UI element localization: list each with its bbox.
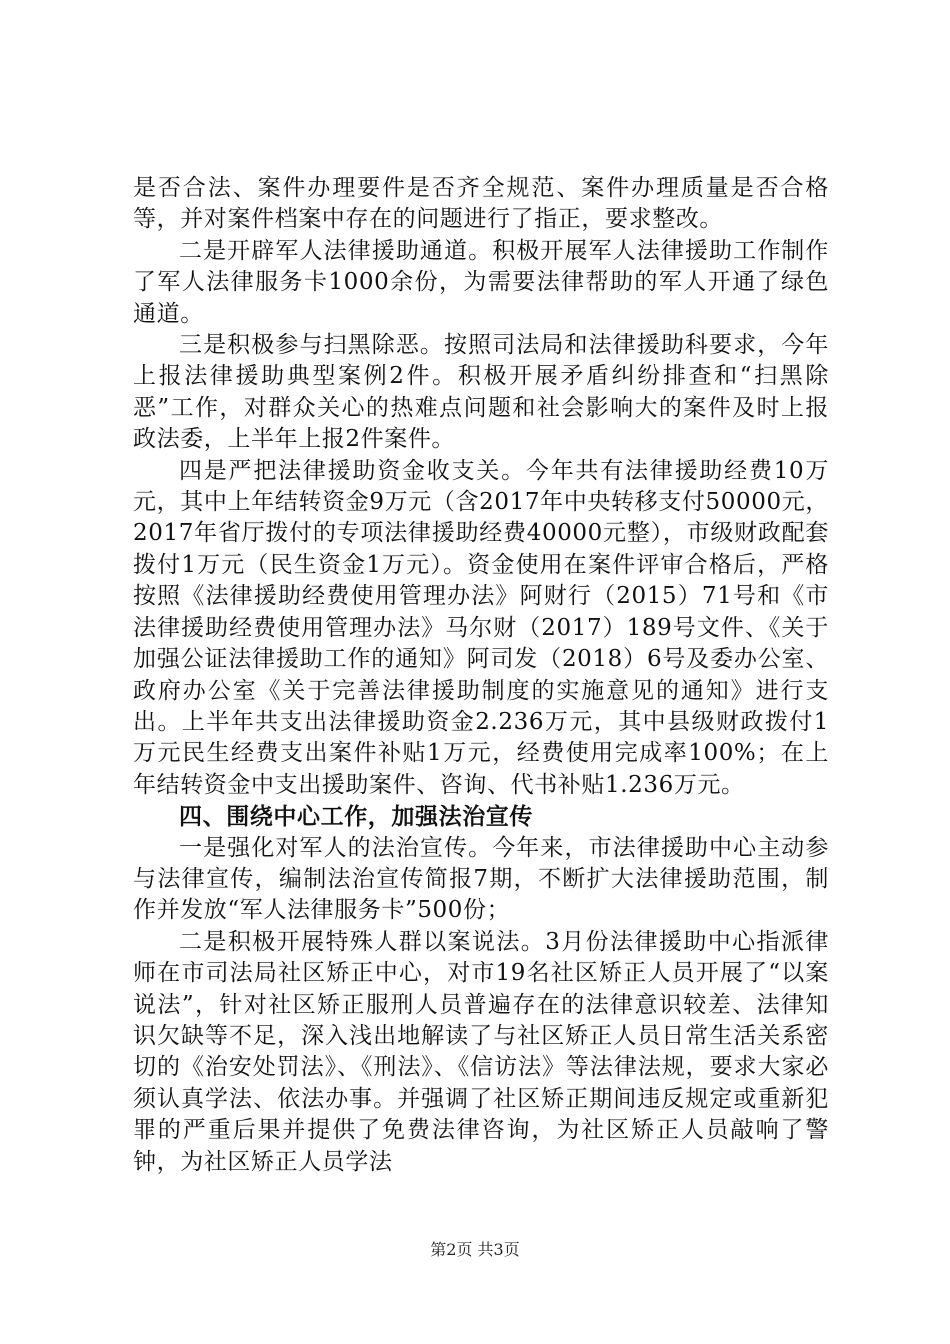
paragraph-special-groups: 二是积极开展特殊人群以案说法。3月份法律援助中心指派律师在市司法局社区矫正中心，对市19名社区矫正人员开展了“以案说法”，针对社区矫正服刑人员普遍存在的法律意识较差、法律知识欠缺等不足，深入浅出地解读了与社区矫正人员日常生活关系密切的《治安处罚法》、《刑法》、《信访法》等法律法规，要求大家必须认真学法、依法办事。并强调了社区矫正期间违反规定或重新犯罪的严重后果并提供了免费法律咨询，为社区矫正人员敲响了警钟，为社区矫正人员学法 — [133, 928, 829, 1175]
paragraph-funds-management: 四是严把法律援助资金收支关。今年共有法律援助经费10万元，其中上年结转资金9万元（含2017年中央转移支付50000元，2017年省厅拨付的专项法律援助经费40000元整），市级财政配套拨付1万元（民生资金1万元）。资金使用在案件评审合格后，严格按照《法律援助经费使用管理办法》阿财行（2015）71号和《市法律援助经费使用管理办法》马尔财（2017）189号文件、《关于加强公证法律援助工作的通知》阿司发（2018）6号及委办公室、政府办公室《关于完善法律援助制度的实施意见的通知》进行支出。上半年共支出法律援助资金2.236万元，其中县级财政拨付1万元民生经费支出案件补贴1万元，经费使用完成率100%；在上年结转资金中支出援助案件、咨询、代书补贴1.236万元。 — [133, 457, 829, 798]
section-heading: 四、围绕中心工作，加强法治宣传 — [179, 803, 533, 831]
paragraph-continuation: 是否合法、案件办理要件是否齐全规范、案件办理质量是否合格等，并对案件档案中存在的问题进行了指正，要求整改。 — [133, 175, 829, 233]
paragraph-anti-crime: 三是积极参与扫黑除恶。按照司法局和法律援助科要求，今年上报法律援助典型案例2件。积极开展矛盾纠纷排查和“扫黑除恶”工作，对群众关心的热难点问题和社会影响大的案件及时上报政法委，上半年上报2件案件。 — [133, 332, 829, 453]
paragraph-military-publicity: 一是强化对军人的法治宣传。今年来，市法律援助中心主动参与法律宣传，编制法治宣传简报7期，不断扩大法律援助范围，制作并发放“军人法律服务卡”500份； — [133, 834, 829, 924]
paragraph-military-legal-aid: 二是开辟军人法律援助通道。积极开展军人法律援助工作制作了军人法律服务卡1000余份，为需要法律帮助的军人开通了绿色通道。 — [133, 237, 829, 327]
document-body — [133, 173, 829, 1178]
page-footer: 第2页 共3页 — [430, 1240, 520, 1259]
